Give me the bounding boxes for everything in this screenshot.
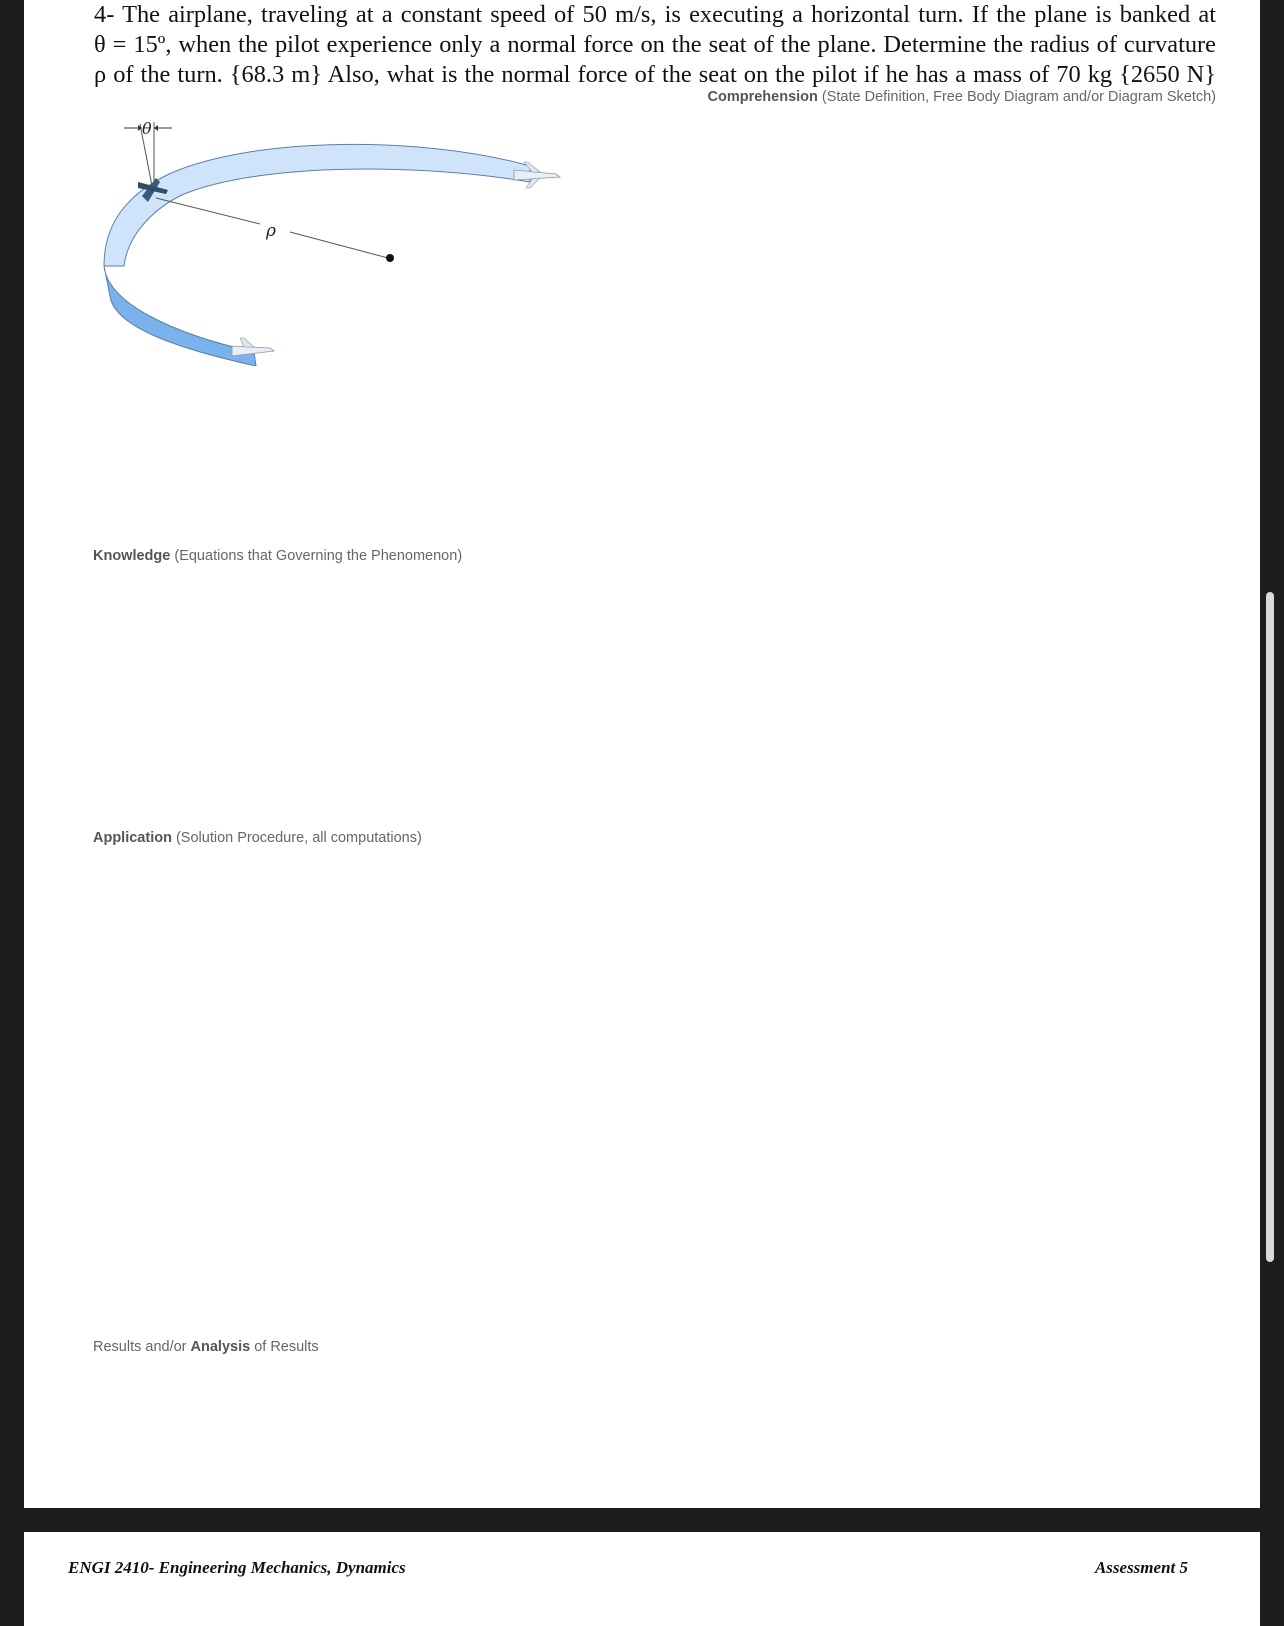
results-heading-pre: Results and/or	[93, 1339, 191, 1355]
rho-label: ρ	[266, 221, 276, 241]
problem-statement	[94, 0, 1216, 90]
application-heading-bold: Application	[93, 830, 172, 846]
radius-line-2	[290, 232, 388, 258]
center-point	[386, 254, 394, 262]
knowledge-heading-rest: (Equations that Governing the Phenomenon)	[170, 548, 463, 564]
next-page	[24, 1532, 1260, 1626]
airplane-icon-lower	[232, 338, 274, 356]
knowledge-heading	[93, 548, 462, 564]
theta-label: θ	[142, 119, 152, 138]
problem-line-1: 4- The airplane, traveling at a constant speed of 50 m/s, is executing a horizontal turn. If the plane is banked at	[94, 1, 1216, 28]
comprehension-heading-rest: (State Definition, Free Body Diagram and/or Diagram Sketch)	[817, 89, 1216, 105]
problem-line-3: ρ of the turn. {68.3 m} Also, what is the normal force of the seat on the pilot if he has a mass of 70 kg {2650 N}	[94, 61, 1216, 88]
scrollbar-thumb[interactable]	[1266, 592, 1274, 1262]
application-heading-rest: (Solution Procedure, all computations)	[171, 830, 422, 846]
comprehension-heading	[708, 89, 1217, 105]
results-heading-bold: Analysis	[190, 1339, 251, 1355]
results-heading	[93, 1339, 319, 1355]
radius-line-1	[156, 198, 260, 224]
problem-line-2: θ = 15º, when the pilot experience only a normal force on the seat of the plane. Determine the radius of curvature	[94, 31, 1216, 58]
footer-course: ENGI 2410- Engineering Mechanics, Dynamics	[68, 1558, 406, 1577]
comprehension-heading-bold: Comprehension	[707, 89, 818, 105]
worksheet-page	[24, 0, 1260, 1508]
flight-path-band-upper	[104, 144, 530, 266]
airplane-turn-diagram	[94, 116, 574, 366]
results-heading-post: of Results	[250, 1339, 319, 1355]
application-heading	[93, 830, 422, 846]
knowledge-heading-bold: Knowledge	[93, 548, 171, 564]
footer-assessment: Assessment 5	[1094, 1558, 1188, 1577]
